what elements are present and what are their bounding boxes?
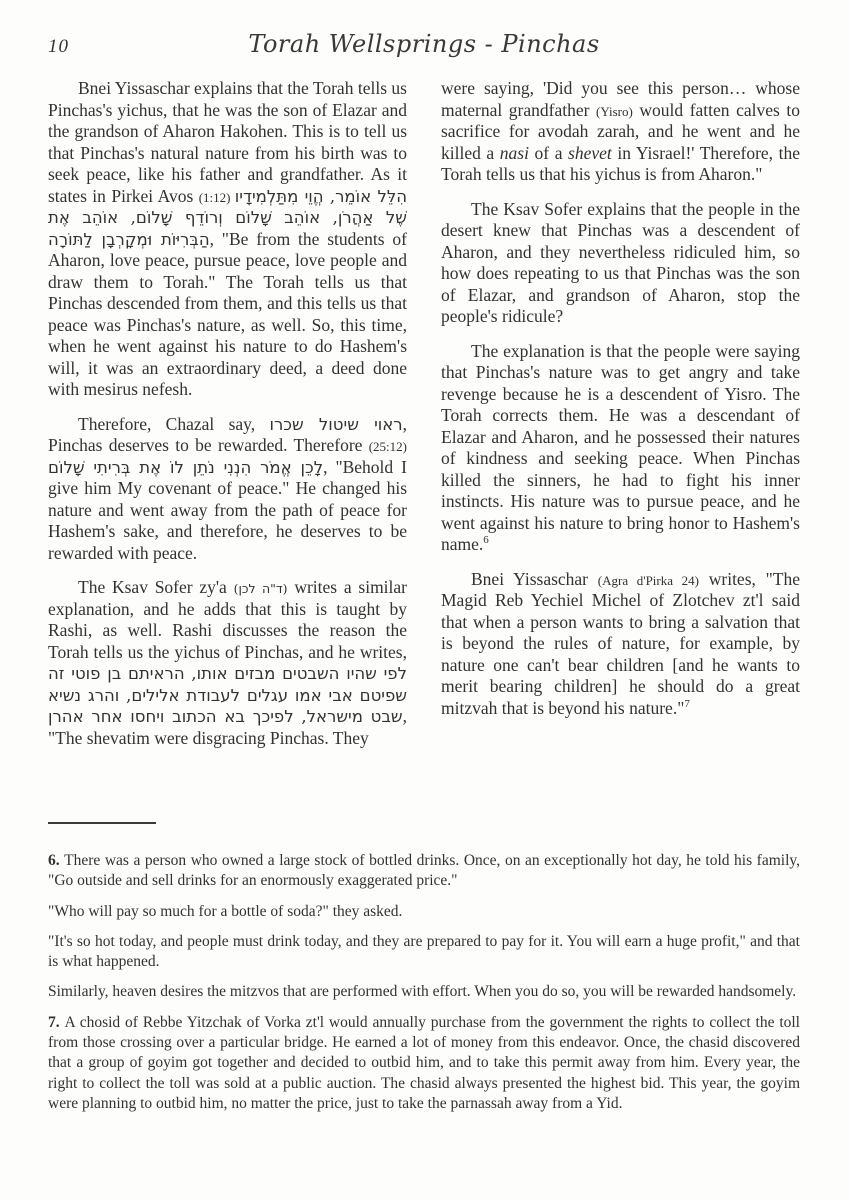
paren-note: (Agra d'Pirka 24) — [597, 572, 699, 588]
text-run: Bnei Yissaschar explains that the Torah tells us Pinchas's yichus, that he was the son of Elazar and the grandson of Aharon Hakohen. This is to tell us that Pinchas's natural nature from his birth was to seek peace, like his father and grandfather. As it states in Pirkei Avos — [48, 78, 407, 206]
page-header — [48, 30, 800, 62]
paragraph — [441, 199, 800, 328]
text-run: writes, "The Magid Reb Yechiel Michel of Zlotchev zt'l said that when a person wants to bring a salvation that is beyond the rules of nature, for example, by nature one can't bear children [and he wants to merit bearing children] he should do a great mitzvah that is beyond his nature." — [441, 568, 800, 718]
paragraph — [48, 414, 407, 565]
footnote-text: There was a person who owned a large stock of bottled drinks. Once, on an exceptionally hot day, he told his family, "Go outside and sell drinks for an enormously exaggerated price." — [48, 852, 800, 890]
column-left — [48, 78, 407, 762]
footnote-text: "Who will pay so much for a bottle of soda?" they asked. — [48, 902, 403, 920]
text-run-italic: nasi — [499, 142, 529, 163]
paragraph — [441, 78, 800, 186]
paragraph — [441, 341, 800, 556]
footnote-paragraph — [48, 1013, 800, 1114]
text-run: , "The shevatim were disgracing Pinchas. They — [48, 706, 407, 748]
page-title: Torah Wellsprings - Pinchas — [248, 30, 600, 58]
paragraph — [48, 78, 407, 401]
paragraph — [441, 569, 800, 720]
text-run: The Ksav Sofer explains that the people in the desert knew that Pinchas was a descendent of Aharon, and they nevertheless ridiculed him, so how does repeating to us that Pinchas was the son of Elazar, and grandson of Aharon, stop the people's ridicule? — [441, 198, 800, 327]
text-run: were saying, 'Did you see this person… whose maternal grandfather — [441, 78, 800, 120]
footnote-text: "It's so hot today, and people must drink today, and they are prepared to pay for it. You will earn a huge profit," and that is what happened. — [48, 932, 800, 971]
paren-note: (1:12) — [198, 189, 235, 205]
page-number: 10 — [48, 36, 69, 57]
footnote-paragraph — [48, 902, 800, 922]
footnote-number: 7. — [48, 1013, 65, 1031]
paragraph — [48, 577, 407, 749]
text-run: Therefore, Chazal say, — [78, 413, 270, 434]
text-run: , "Behold I give him My covenant of peace." He changed his nature and went away from the path of peace for Hashem's sake, and therefore, he deserves to be rewarded with peace. — [48, 456, 407, 563]
footnote-ref: 6 — [483, 534, 489, 547]
text-run: , "Be from the students of Aharon, love peace, pursue peace, love people and draw them to Torah." The Torah tells us that Pinchas descended from them, and this tells us that peace was Pinchas's nature, as well. So, this time, when he went against his nature to do Hashem's will, it was an extraordinary deed, a deed done with mesirus nefesh. — [48, 228, 407, 400]
text-run: Bnei Yissaschar — [471, 568, 598, 589]
footnote-section — [48, 822, 800, 1124]
text-run: writes a similar explanation, and he adds that this is taught by Rashi, as well. Rashi discusses the reason the Torah tells us the yichus of Pinchas, and he writes, — [48, 577, 407, 662]
footnote-paragraph — [48, 932, 800, 973]
footnote-ref: 7 — [684, 698, 690, 711]
text-run: would fatten calves to sacrifice for avodah zarah, and he went and he killed a — [441, 99, 800, 163]
hebrew-text: ראוי שיטול שכרו — [269, 414, 403, 434]
paren-note: (25:12) — [368, 439, 407, 455]
text-run-italic: shevet — [568, 142, 612, 163]
text-run: in Yisrael!' Therefore, the Torah tells us that his yichus is from Aharon." — [441, 142, 800, 185]
footnote-paragraph — [48, 851, 800, 892]
hebrew-paren-note: (ד"ה לכן) — [233, 581, 288, 597]
hebrew-text: לָכֵן אֱמֹר הִנְנִי נֹתֵן לוֹ אֶת בְּרִיתִי שָׁלוֹם — [48, 457, 324, 477]
column-right — [441, 78, 800, 762]
footnote-number: 6. — [48, 852, 65, 869]
hebrew-text: לפי שהיו השבטים מבזים אותו, הראיתם בן פוטי זה שפיטם אבי אמו עגלים לעבודת אלילים, והרג נשיא שבט מישראל, לפיכך בא הכתוב ויחסו אחר אהרן — [48, 664, 407, 727]
footnote-text: A chosid of Rebbe Yitzchak of Vorka zt'l would annually purchase from the government the rights to collect the toll from those crossing over a particular bridge. He earned a lot of money from this endeavor. Once, the chasid discovered that a group of goyim got together and decided to outbid him, and to take this permit away from him. Every year, the right to collect the toll was sold at a public auction. The chasid always presented the highest bid. This year, the goyim were planning to outbid him, no matter the price, just to take the parnassah away from a Yid. — [48, 1013, 800, 1112]
footnote-divider — [48, 822, 156, 824]
text-run: , Pinchas deserves to be rewarded. Therefore — [48, 413, 407, 456]
hebrew-text: הִלֵּל אוֹמֵר, הֱוֵי מִתַּלְמִידָיו שֶׁל אַהֲרֹן, אוֹהֵב שָׁלוֹם וְרוֹדֵף שָׁלוֹם, אוֹהֵב אֶת הַבְּרִיּוֹת וּמְקָרְבָן לַתּוֹרָה — [48, 186, 407, 249]
text-run: The Ksav Sofer zy'a — [78, 577, 234, 598]
footnote-text: Similarly, heaven desires the mitzvos that are performed with effort. When you do so, you will be rewarded handsomely. — [48, 983, 797, 1001]
footnote-paragraph — [48, 982, 800, 1002]
body-text — [48, 78, 800, 762]
paren-note: (Yisro) — [595, 103, 633, 119]
footnotes — [48, 851, 800, 1114]
text-run: The explanation is that the people were saying that Pinchas's nature was to get angry and take revenge because he is a descendent of Yisro. The Torah corrects them. He was a descendant of Elazar and Aharon, and he possessed their natures of kindness and seeking peace. When Pinchas killed the sinners, he had to fight his inner instincts. His nature was to pursue peace, and he went against his nature to bring honor to Hashem's name. — [441, 340, 800, 555]
text-run: of a — [528, 142, 569, 163]
